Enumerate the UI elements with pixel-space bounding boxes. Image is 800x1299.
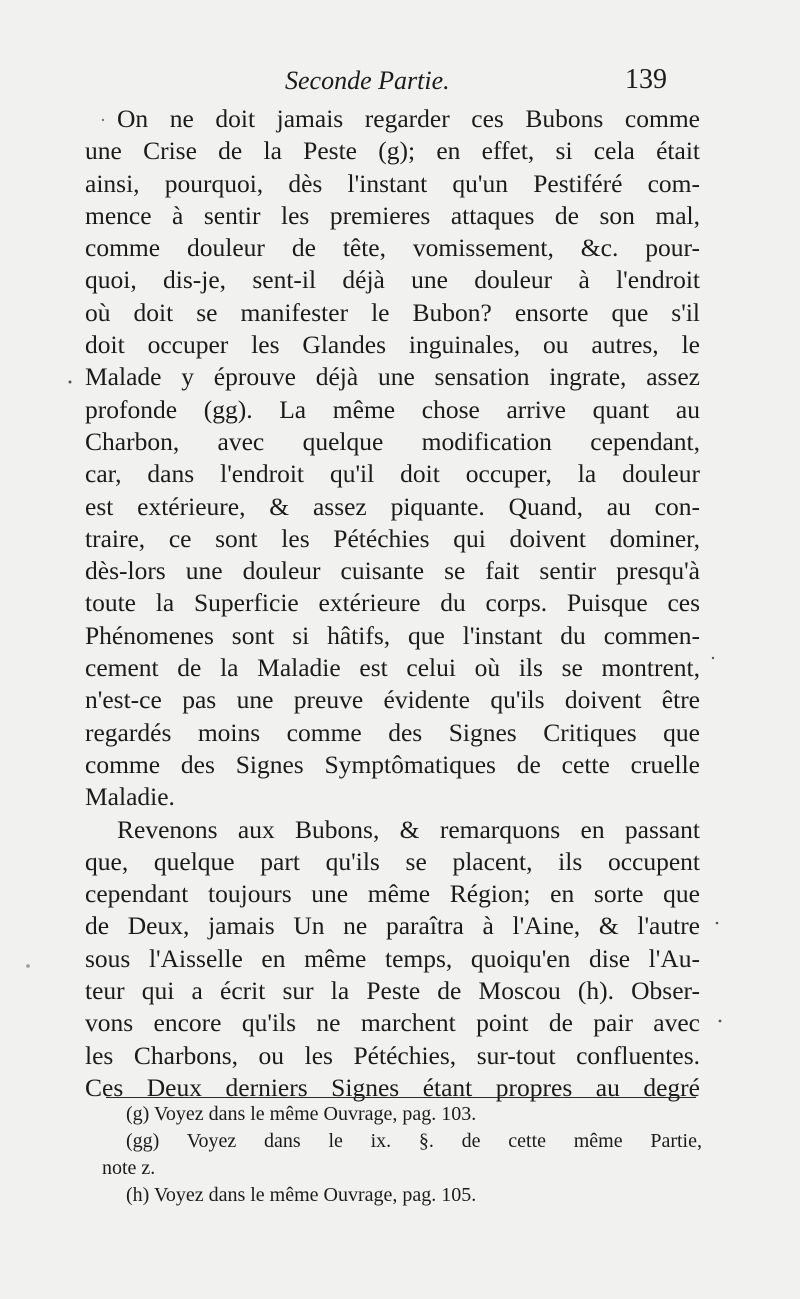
text-line: comme des Signes Symptômatiques de cette cruelle (85, 749, 700, 779)
text-line: Maladie. (85, 782, 175, 812)
footnote-continuation: note z. (102, 1157, 156, 1179)
footnote: (h) Voyez dans le même Ouvrage, pag. 105. (126, 1184, 477, 1206)
body-text (85, 103, 700, 1104)
text-line: Malade y éprouve déjà une sensation ingrate, assez (85, 362, 700, 392)
text-line: profonde (gg). La même chose arrive quant au (85, 394, 700, 424)
text-line: dès-lors une douleur cuisante se fait sentir presqu'à (85, 556, 700, 586)
page-number: 139 (625, 64, 667, 95)
text-line: car, dans l'endroit qu'il doit occuper, la douleur (85, 459, 700, 489)
text-line: ainsi, pourquoi, dès l'instant qu'un Pestiféré com- (85, 168, 700, 198)
text-line: traire, ce sont les Pétéchies qui doivent dominer, (85, 523, 700, 553)
text-line: où doit se manifester le Bubon? ensorte que s'il (85, 297, 700, 327)
text-line: Ces Deux derniers Signes étant propres au degré (85, 1072, 700, 1102)
footnote: (gg) Voyez dans le ix. §. de cette même Partie, (126, 1130, 702, 1152)
text-line: teur qui a écrit sur la Peste de Moscou (h). Obser- (85, 976, 700, 1006)
text-line: Revenons aux Bubons, & remarquons en passant (117, 814, 700, 844)
text-line: Phénomenes sont si hâtifs, que l'instant du commen- (85, 620, 700, 650)
text-line: comme douleur de tête, vomissement, &c. pour- (85, 233, 700, 263)
page-header (285, 66, 685, 106)
text-line: Charbon, avec quelque modification cependant, (85, 426, 700, 456)
text-line: toute la Superficie extérieure du corps. Puisque ces (85, 588, 700, 618)
footnote-rule (106, 1097, 696, 1098)
text-line: les Charbons, ou les Pétéchies, sur-tout confluentes. (85, 1040, 700, 1070)
text-line: quoi, dis-je, sent-il déjà une douleur à l'endroit (85, 265, 700, 295)
text-line: regardés moins comme des Signes Critiques que (85, 717, 700, 747)
text-line: mence à sentir les premieres attaques de son mal, (85, 200, 700, 230)
text-line: n'est-ce pas une preuve évidente qu'ils doivent être (85, 685, 700, 715)
text-line: de Deux, jamais Un ne paraîtra à l'Aine, & l'autre (85, 911, 700, 941)
text-line: doit occuper les Glandes inguinales, ou autres, le (85, 330, 700, 360)
text-line: cependant toujours une même Région; en sorte que (85, 879, 700, 909)
text-line: que, quelque part qu'ils se placent, ils occupent (85, 846, 700, 876)
text-line: est extérieure, & assez piquante. Quand, au con- (85, 491, 700, 521)
text-line: On ne doit jamais regarder ces Bubons comme (117, 104, 700, 133)
text-line: une Crise de la Peste (g); en effet, si cela était (85, 136, 700, 166)
running-title: Seconde Partie. (285, 66, 450, 95)
text-line: sous l'Aisselle en même temps, quoiqu'en dise l'Au- (85, 943, 700, 973)
footnotes (102, 1101, 702, 1209)
text-line: vons encore qu'ils ne marchent point de pair avec (85, 1008, 700, 1038)
text-line: cement de la Maladie est celui où ils se montrent, (85, 653, 700, 683)
footnote: (g) Voyez dans le même Ouvrage, pag. 103. (126, 1103, 477, 1125)
